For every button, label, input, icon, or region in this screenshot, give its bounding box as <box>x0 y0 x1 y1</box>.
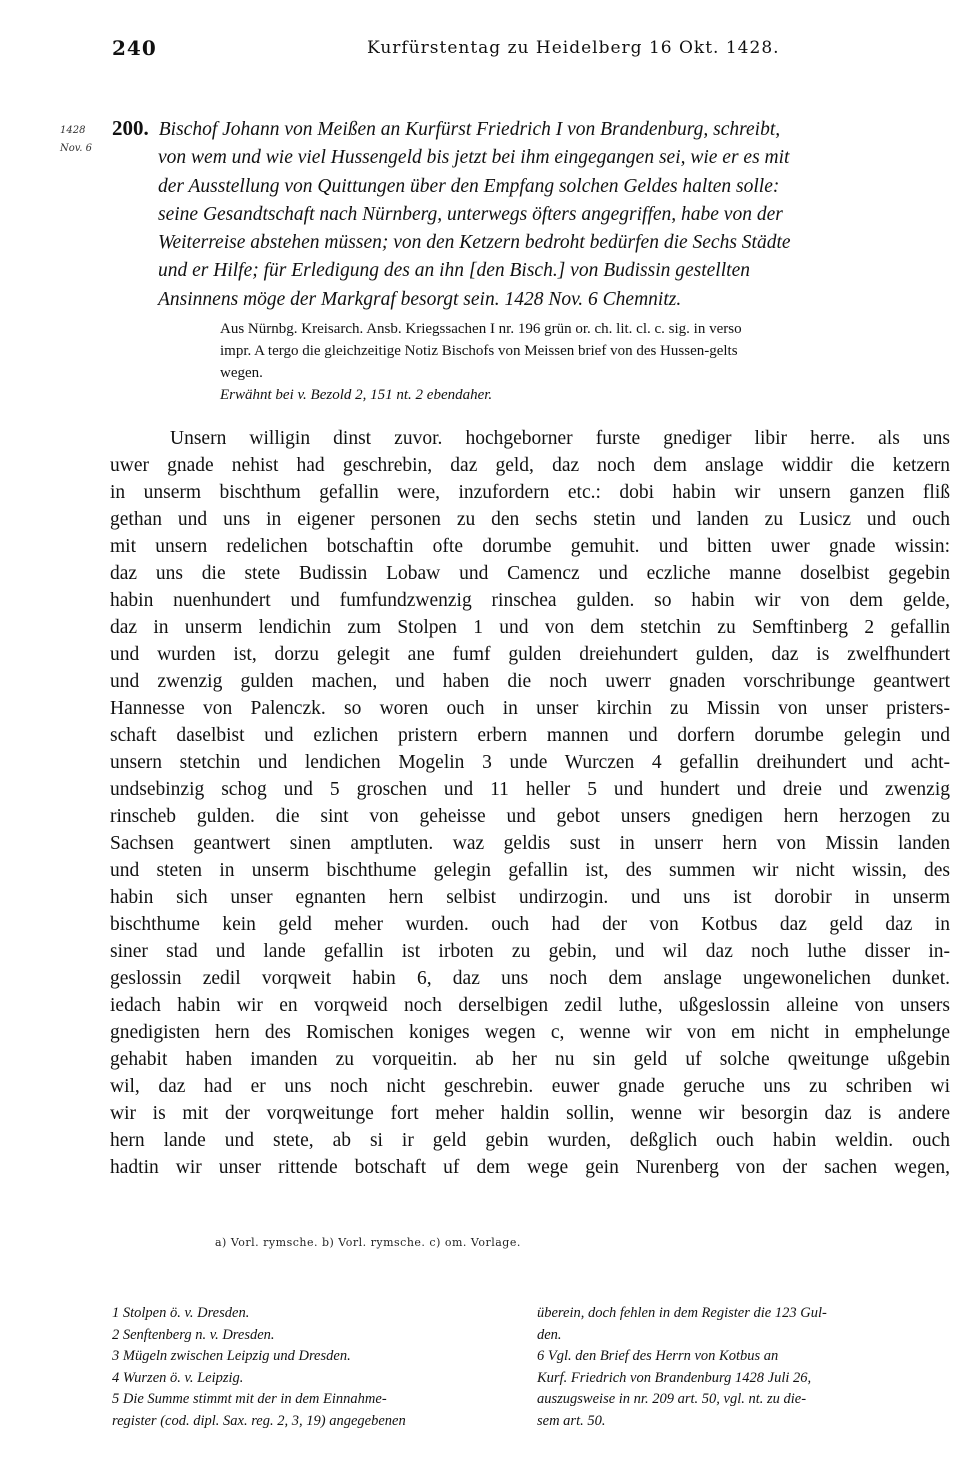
mention-note: Erwähnt bei v. Bezold 2, 151 nt. 2 ebendaher. <box>220 387 493 403</box>
body-line: Unsern willigin dinst zuvor. hochgeborner furste gnediger libir herre. als uns <box>170 428 950 449</box>
body-line: und steten in unserm bischthume gelegin gefallin ist, des summen wir nicht wissin, des <box>110 860 950 881</box>
letter-body <box>110 425 950 1181</box>
footnote: Kurf. Friedrich von Brandenburg 1428 Juli 26, <box>537 1369 812 1386</box>
regest-line: Ansinnens möge der Markgraf besorgt sein. 1428 Nov. 6 Chemnitz. <box>158 288 682 310</box>
body-line: hadtin wir unser rittende botschaft uf dem wege gein Nurenberg von der sachen wegen, <box>110 1157 950 1178</box>
page-number: 240 <box>112 36 157 60</box>
source-line: impr. A tergo die gleichzeitige Notiz Bischofs von Meissen brief von des Hussen-gelts <box>220 343 738 359</box>
body-line: iedach habin wir en vorqweid noch derselbigen zedil luthe, ußgeslossin alleine von unsers <box>110 995 950 1016</box>
body-line: rinscheb gulden. die sint von geheisse und gebot unsers gnedigen hern herzogen zu <box>110 806 950 827</box>
footnote: den. <box>537 1326 562 1343</box>
footnote: sem art. 50. <box>537 1412 606 1429</box>
body-line: gehabit haben imanden zu vorqueitin. ab her nu sin geld uf solche qweitunge ußgebin <box>110 1049 950 1070</box>
regest-line: und er Hilfe; für Erledigung des an ihn [den Bisch.] von Budissin gestellten <box>158 260 750 282</box>
body-line: hern lande und stete, ab si ir geld gebin wurden, deßglich ouch habin weldin. ouch <box>110 1130 950 1151</box>
critical-apparatus: a) Vorl. rymsche. b) Vorl. rymsche. c) om. Vorlage. <box>215 1236 521 1249</box>
footnotes-left-column <box>112 1303 512 1432</box>
regest-line: von wem und wie viel Hussengeld bis jetzt bei ihm eingegangen sei, wie er es mit <box>158 147 790 169</box>
margin-note-date: Nov. 6 <box>60 143 92 154</box>
body-line: habin sich unser egnanten hern selbist undirzogin. und uns ist dorobir in unserm <box>110 887 950 908</box>
body-line: gethan und uns in eigener personen zu den sechs stetin und landen zu Lusicz und ouch <box>110 509 950 530</box>
footnote: 2 Senftenberg n. v. Dresden. <box>112 1326 275 1343</box>
body-line: uwer gnade nehist had geschrebin, daz geld, daz noch dem anslage widdir die ketzern <box>110 455 950 476</box>
body-line: gnedigisten hern des Romischen koniges wegen c, wenne wir von em nicht in emphelunge <box>110 1022 950 1043</box>
margin-note-year: 1428 <box>60 125 86 136</box>
document-number: 200. <box>112 116 149 140</box>
regest-line: Bischof Johann von Meißen an Kurfürst Friedrich I von Brandenburg, schreibt, <box>158 119 781 140</box>
footnote: auszugsweise in nr. 209 art. 50, vgl. nt. zu die- <box>537 1391 807 1407</box>
regest-line: der Ausstellung von Quittungen über den Empfang solchen Geldes halten solle: <box>158 175 780 197</box>
body-line: daz in unserm lendichin zum Stolpen 1 und von dem stetchin zu Semftinberg 2 gefallin <box>110 617 950 638</box>
footnote: 1 Stolpen ö. v. Dresden. <box>112 1305 250 1321</box>
body-line: siner stad und lande gefallin ist irboten zu gebin, und wil daz noch luthe disser in- <box>110 941 950 962</box>
body-line: und zwenzig gulden machen, und haben die noch uwerr gnaden vorschribunge geantwert <box>110 671 950 692</box>
body-line: geslossin zedil vorqweit habin 6, daz uns noch dem anslage ungewonelichen dunket. <box>110 968 950 989</box>
regest-line: Weiterreise abstehen müssen; von den Ketzern bedroht bedürfen die Sechs Städte <box>158 232 791 254</box>
footnotes-right-column <box>537 1303 957 1432</box>
source-line: Aus Nürnbg. Kreisarch. Ansb. Kriegssachen I nr. 196 grün or. ch. lit. cl. c. sig. in verso <box>220 321 742 337</box>
body-line: wil, daz had er uns noch nicht geschrebin. euwer gnade geruche uns zu schriben wi <box>110 1076 950 1097</box>
body-line: Hannesse von Palenczk. so woren ouch in unser kirchin zu Missin von unser pristers- <box>110 698 950 719</box>
body-line: wir is mit der vorqweitunge fort meher haldin sollin, wenne wir besorgin daz is andere <box>110 1103 950 1124</box>
body-line: schaft daselbist und ezlichen pristern erbern mannen und dorfern dorumbe gelegin und <box>110 725 950 746</box>
running-head <box>112 36 952 60</box>
body-line: bischthume kein geld meher wurden. ouch had der von Kotbus daz geld daz in <box>110 914 950 935</box>
margin-date-note <box>60 122 92 158</box>
source-line: wegen. <box>220 365 263 381</box>
footnote: 6 Vgl. den Brief des Herrn von Kotbus an <box>537 1348 779 1364</box>
body-line: unsern stetchin und lendichen Mogelin 3 unde Wurczen 4 gefallin dreihundert und acht- <box>110 752 950 773</box>
running-head-title: Kurfürstentag zu Heidelberg 16 Okt. 1428. <box>367 38 780 58</box>
regest-text <box>112 114 957 314</box>
footnote: 3 Mügeln zwischen Leipzig und Dresden. <box>112 1348 351 1364</box>
footnote: 4 Wurzen ö. v. Leipzig. <box>112 1369 244 1386</box>
document-regest <box>112 114 957 314</box>
footnote: überein, doch fehlen in dem Register die 123 Gul- <box>537 1305 827 1321</box>
body-line: undsebinzig schog und 5 groschen und 11 heller 5 und hundert und dreie und zwenzig <box>110 779 950 800</box>
body-line: in unserm bischthum gefallin were, inzufordern etc.: dobi habin wir unsern ganzen fliß <box>110 482 950 503</box>
body-line: daz uns die stete Budissin Lobaw und Camencz und eczliche manne doselbist gegebin <box>110 563 950 584</box>
body-line: mit unsern redelichen botschaftin ofte dorumbe gemuhit. und bitten uwer gnade wissin: <box>110 536 950 557</box>
body-line: Sachsen geantwert sinen amptluten. waz geldis sust in unserr hern von Missin landen <box>110 833 950 854</box>
regest-line: seine Gesandtschaft nach Nürnberg, unterwegs öfters angegriffen, habe von der <box>158 203 783 225</box>
body-line: und wurden ist, dorzu gelegit ane fumf gulden dreiehundert gulden, daz is zwelfhundert <box>110 644 950 665</box>
body-line: habin nuenhundert und fumfundzwenzig rinschea gulden. so habin wir von dem gelde, <box>110 590 950 611</box>
footnote: 5 Die Summe stimmt mit der in dem Einnahme- <box>112 1391 387 1407</box>
footnote: register (cod. dipl. Sax. reg. 2, 3, 19) angegebenen <box>112 1412 406 1429</box>
source-note <box>220 318 955 406</box>
